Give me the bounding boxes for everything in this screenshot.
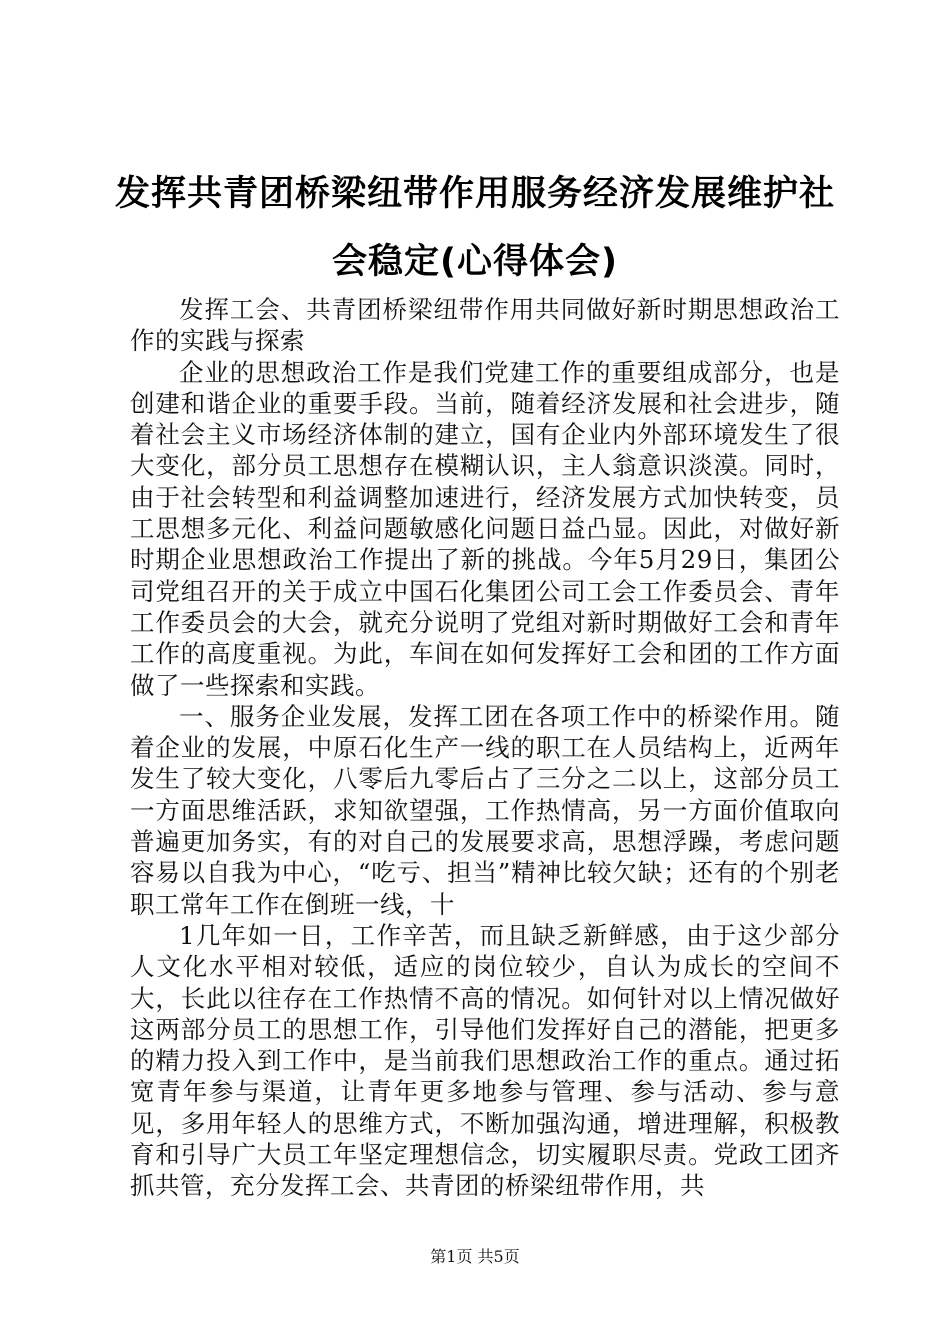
paragraph-intro: 企业的思想政治工作是我们党建工作的重要组成部分，也是创建和谐企业的重要手段。当前，随着经济发展和社会进步，随着社会主义市场经济体制的建立，国有企业内外部环境发生了很大变化，部分员工思想存在模糊认识，主人翁意识淡漠。同时，由于社会转型和利益调整加速进行，经济发展方式加快转变，员工思想多元化、利益问题敏感化问题日益凸显。因此，对做好新时期企业思想政治工作提出了新的挑战。今年5月29日，集团公司党组召开的关于成立中国石化集团公司工会工作委员会、青年工作委员会的大会，就充分说明了党组对新时期做好工会和青年工作的高度重视。为此，车间在如何发挥好工会和团的工作方面做了一些探索和实践。 bbox=[130, 357, 840, 700]
paragraph-subtitle: 发挥工会、共青团桥梁纽带作用共同做好新时期思想政治工作的实践与探索 bbox=[130, 295, 840, 356]
paragraph-section-one: 一、服务企业发展，发挥工团在各项工作中的桥梁作用。随着企业的发展，中原石化生产一线的职工在人员结构上，近两年发生了较大变化，八零后九零后占了三分之二以上，这部分员工一方面思维活跃，求知欲望强，工作热情高，另一方面价值取向普遍更加务实，有的对自己的发展要求高，思想浮躁，考虑问题容易以自我为中心，“吃亏、担当”精神比较欠缺；还有的个别老职工常年工作在倒班一线，十 bbox=[130, 701, 840, 919]
page-number-footer: 第1页 共5页 bbox=[430, 1247, 520, 1266]
document-body bbox=[130, 294, 840, 1202]
paragraph-continuation: 1几年如一日，工作辛苦，而且缺乏新鲜感，由于这少部分人文化水平相对较低，适应的岗位较少，自认为成长的空间不大，长此以往存在工作热情不高的情况。如何针对以上情况做好这两部分员工的思想工作，引导他们发挥好自己的潜能，把更多的精力投入到工作中，是当前我们思想政治工作的重点。通过拓宽青年参与渠道，让青年更多地参与管理、参与活动、参与意见，多用年轻人的思维方式，不断加强沟通，增进理解，积极教育和引导广大员工年坚定理想信念，切实履职尽责。党政工团齐抓共管，充分发挥工会、共青团的桥梁纽带作用，共 bbox=[130, 920, 840, 1201]
document-title: 发挥共青团桥梁纽带作用服务经济发展维护社会稳定(心得体会) bbox=[114, 174, 835, 282]
